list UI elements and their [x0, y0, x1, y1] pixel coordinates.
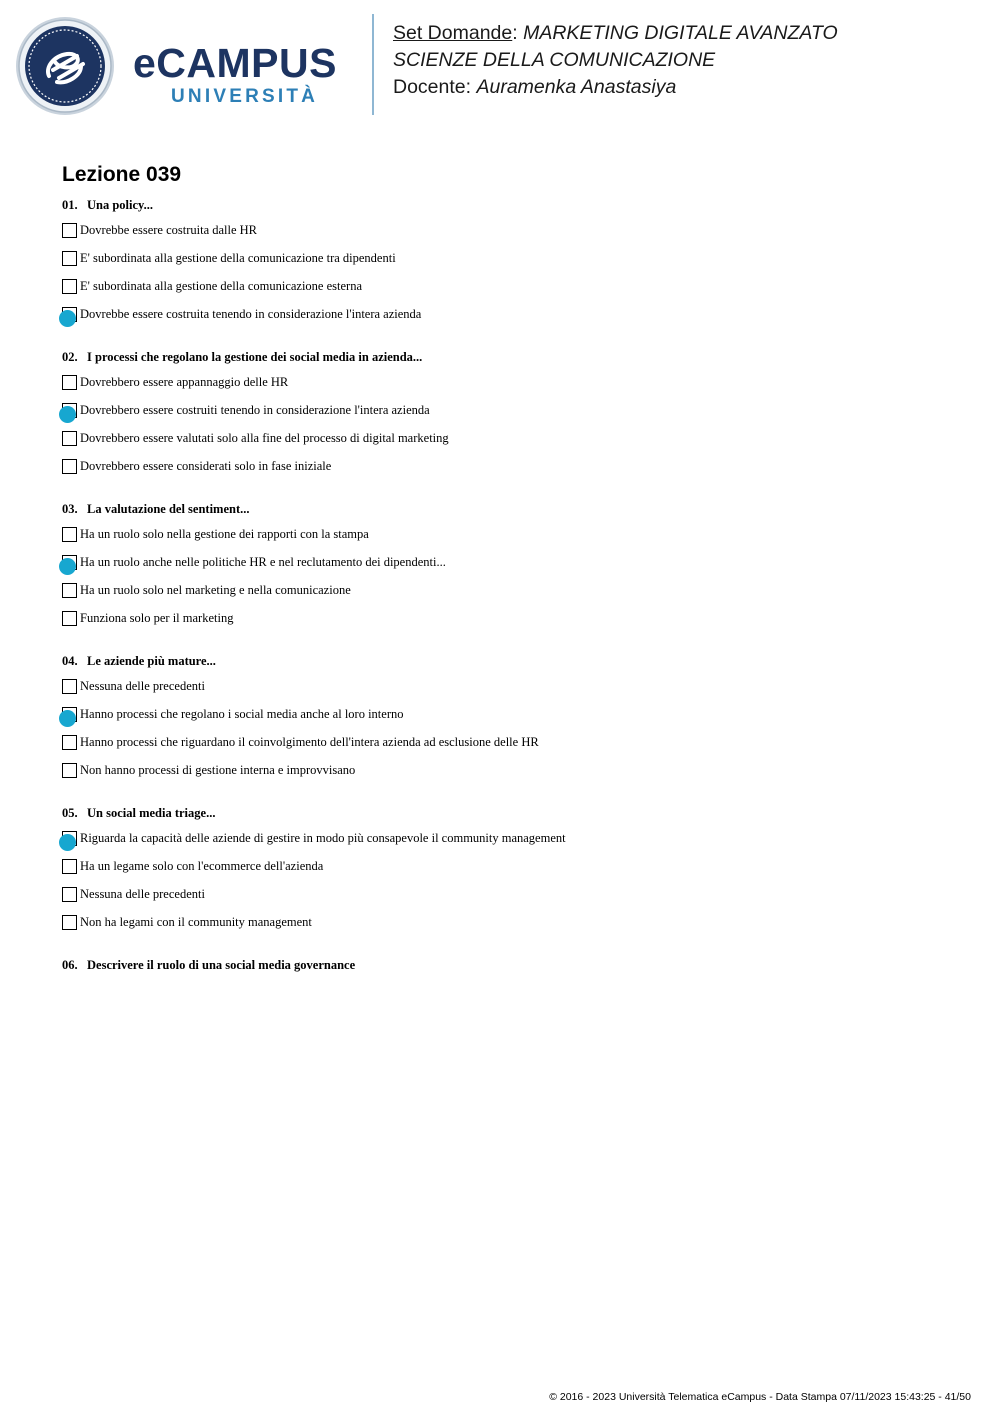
answer-option-text: Riguarda la capacità delle aziende di gestire in modo più consapevole il community management	[80, 831, 566, 845]
course-title: MARKETING DIGITALE AVANZATO	[523, 22, 838, 44]
answer-checkbox[interactable]	[62, 859, 77, 874]
answer-option-text: Dovrebbe essere costruita tenendo in considerazione l'intera azienda	[80, 307, 422, 321]
answer-option-text: Dovrebbero essere costruiti tenendo in considerazione l'intera azienda	[80, 403, 430, 417]
question-number: 04.	[62, 654, 78, 668]
course-subtitle-line	[393, 47, 993, 74]
question-text: Una policy...	[87, 198, 153, 212]
university-seal-icon	[15, 16, 115, 116]
question-text: Un social media triage...	[87, 806, 216, 820]
course-title-line: Set Domande: MARKETING DIGITALE AVANZATO	[393, 22, 838, 44]
correct-answer-marker-icon	[59, 710, 76, 727]
question-4	[62, 652, 962, 790]
answer-option[interactable]	[62, 762, 962, 790]
answer-option[interactable]	[62, 458, 962, 486]
answer-option-text: Ha un ruolo solo nella gestione dei rapporti con la stampa	[80, 527, 369, 541]
answer-option-text: E' subordinata alla gestione della comunicazione esterna	[80, 279, 363, 293]
answer-option-text: Dovrebbero essere valutati solo alla fine del processo di digital marketing	[80, 431, 449, 445]
answer-option[interactable]	[62, 374, 962, 402]
answer-option-text: Dovrebbero essere appannaggio delle HR	[80, 375, 289, 389]
correct-answer-marker-icon	[59, 406, 76, 423]
answer-option[interactable]	[62, 886, 962, 914]
answer-checkbox[interactable]	[62, 679, 77, 694]
question-number: 05.	[62, 806, 78, 820]
answer-option-text: Hanno processi che regolano i social media anche al loro interno	[80, 707, 404, 721]
question-title	[62, 500, 962, 518]
answer-option-text: Ha un ruolo solo nel marketing e nella comunicazione	[80, 583, 351, 597]
question-number: 03.	[62, 502, 78, 516]
question-6	[62, 956, 962, 974]
question-title	[62, 348, 962, 366]
answer-option[interactable]	[62, 526, 962, 554]
answer-option[interactable]	[62, 678, 962, 706]
course-subtitle: SCIENZE DELLA COMUNICAZIONE	[393, 49, 716, 71]
question-title	[62, 196, 962, 214]
question-text: Descrivere il ruolo di una social media governance	[87, 958, 356, 972]
question-5	[62, 804, 962, 942]
question-title	[62, 652, 962, 670]
answer-option-text: Nessuna delle precedenti	[80, 679, 205, 693]
answer-option-text: Non ha legami con il community management	[80, 915, 312, 929]
correct-answer-marker-icon	[59, 310, 76, 327]
lesson-title: Lezione 039	[62, 163, 182, 186]
answer-checkbox[interactable]	[62, 583, 77, 598]
answer-option[interactable]	[62, 554, 962, 582]
answer-option[interactable]	[62, 610, 962, 638]
answer-checkbox[interactable]	[62, 279, 77, 294]
answer-option-text: Hanno processi che riguardano il coinvolgimento dell'intera azienda ad esclusione delle HR	[80, 735, 539, 749]
answer-option[interactable]	[62, 250, 962, 278]
logo-subtext: UNIVERSITÀ	[171, 86, 319, 107]
question-2	[62, 348, 962, 486]
question-title	[62, 804, 962, 822]
header-info	[393, 20, 993, 101]
answer-checkbox[interactable]	[62, 223, 77, 238]
answer-checkbox[interactable]	[62, 375, 77, 390]
page-header	[0, 0, 1000, 130]
answer-checkbox[interactable]	[62, 915, 77, 930]
answer-option-text: Dovrebbe essere costruita dalle HR	[80, 223, 258, 237]
answer-option[interactable]	[62, 858, 962, 886]
question-number: 02.	[62, 350, 78, 364]
answer-option[interactable]	[62, 914, 962, 942]
header-divider	[372, 14, 374, 115]
answer-option[interactable]	[62, 830, 962, 858]
teacher-label: Docente:	[393, 76, 472, 98]
answer-option[interactable]	[62, 278, 962, 306]
question-title	[62, 956, 962, 974]
answer-option-text: Non hanno processi di gestione interna e improvvisano	[80, 763, 356, 777]
answer-checkbox[interactable]	[62, 459, 77, 474]
answer-checkbox[interactable]	[62, 735, 77, 750]
answer-checkbox[interactable]	[62, 251, 77, 266]
page-footer: © 2016 - 2023 Università Telematica eCampus - Data Stampa 07/11/2023 15:43:25 - 41/50	[549, 1391, 971, 1403]
teacher-line	[393, 74, 993, 101]
question-number: 06.	[62, 958, 78, 972]
logo-wordmark: eCAMPUS	[133, 40, 337, 86]
question-3	[62, 500, 962, 638]
answer-option[interactable]	[62, 706, 962, 734]
answer-option-text: Funziona solo per il marketing	[80, 611, 234, 625]
answer-option-text: Dovrebbero essere considerati solo in fase iniziale	[80, 459, 332, 473]
answer-checkbox[interactable]	[62, 611, 77, 626]
question-number: 01.	[62, 198, 78, 212]
brand-logo	[133, 40, 358, 115]
answer-option-text: E' subordinata alla gestione della comunicazione tra dipendenti	[80, 251, 396, 265]
question-text: I processi che regolano la gestione dei social media in azienda...	[87, 350, 423, 364]
answer-option[interactable]	[62, 402, 962, 430]
question-1	[62, 196, 962, 334]
correct-answer-marker-icon	[59, 558, 76, 575]
answer-option[interactable]	[62, 306, 962, 334]
question-list	[62, 196, 962, 988]
answer-option-text: Ha un ruolo anche nelle politiche HR e nel reclutamento dei dipendenti...	[80, 555, 446, 569]
answer-option[interactable]	[62, 734, 962, 762]
set-label: Set Domande	[393, 22, 513, 44]
answer-option[interactable]	[62, 430, 962, 458]
answer-option-text: Nessuna delle precedenti	[80, 887, 205, 901]
question-text: La valutazione del sentiment...	[87, 502, 250, 516]
answer-checkbox[interactable]	[62, 887, 77, 902]
answer-option[interactable]	[62, 582, 962, 610]
answer-option[interactable]	[62, 222, 962, 250]
teacher-name: Auramenka Anastasiya	[476, 76, 677, 98]
question-text: Le aziende più mature...	[87, 654, 216, 668]
answer-option-text: Ha un legame solo con l'ecommerce dell'azienda	[80, 859, 324, 873]
answer-checkbox[interactable]	[62, 431, 77, 446]
answer-checkbox[interactable]	[62, 763, 77, 778]
answer-checkbox[interactable]	[62, 527, 77, 542]
correct-answer-marker-icon	[59, 834, 76, 851]
